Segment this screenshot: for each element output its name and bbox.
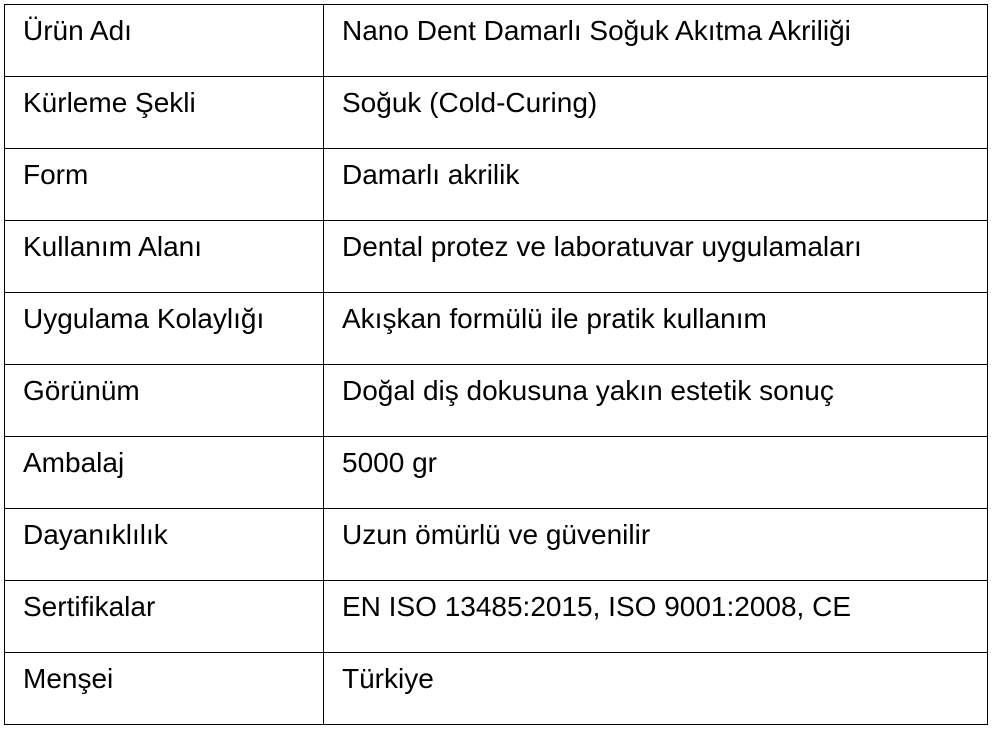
spec-value-kullanim-alani: Dental protez ve laboratuvar uygulamaları	[324, 221, 988, 293]
spec-value-mensei: Türkiye	[324, 653, 988, 725]
spec-value-ambalaj: 5000 gr	[324, 437, 988, 509]
spec-label-dayaniklilik: Dayanıklılık	[5, 509, 324, 581]
spec-value-sertifikalar: EN ISO 13485:2015, ISO 9001:2008, CE	[324, 581, 988, 653]
spec-label-ambalaj: Ambalaj	[5, 437, 324, 509]
table-row	[5, 5, 988, 77]
spec-label-mensei: Menşei	[5, 653, 324, 725]
spec-label-sertifikalar: Sertifikalar	[5, 581, 324, 653]
table-row	[5, 365, 988, 437]
spec-label-gorunum: Görünüm	[5, 365, 324, 437]
table-row	[5, 77, 988, 149]
spec-value-kurleme-sekli: Soğuk (Cold-Curing)	[324, 77, 988, 149]
table-row	[5, 437, 988, 509]
spec-label-kurleme-sekli: Kürleme Şekli	[5, 77, 324, 149]
spec-value-form: Damarlı akrilik	[324, 149, 988, 221]
spec-label-kullanim-alani: Kullanım Alanı	[5, 221, 324, 293]
spec-label-uygulama-kolayligi: Uygulama Kolaylığı	[5, 293, 324, 365]
table-row	[5, 509, 988, 581]
spec-value-urun-adi: Nano Dent Damarlı Soğuk Akıtma Akriliği	[324, 5, 988, 77]
spec-value-dayaniklilik: Uzun ömürlü ve güvenilir	[324, 509, 988, 581]
spec-value-uygulama-kolayligi: Akışkan formülü ile pratik kullanım	[324, 293, 988, 365]
table-row	[5, 653, 988, 725]
spec-value-gorunum: Doğal diş dokusuna yakın estetik sonuç	[324, 365, 988, 437]
product-spec-table	[4, 4, 988, 725]
table-row	[5, 221, 988, 293]
spec-label-urun-adi: Ürün Adı	[5, 5, 324, 77]
table-row	[5, 293, 988, 365]
table-row	[5, 581, 988, 653]
spec-label-form: Form	[5, 149, 324, 221]
table-row	[5, 149, 988, 221]
